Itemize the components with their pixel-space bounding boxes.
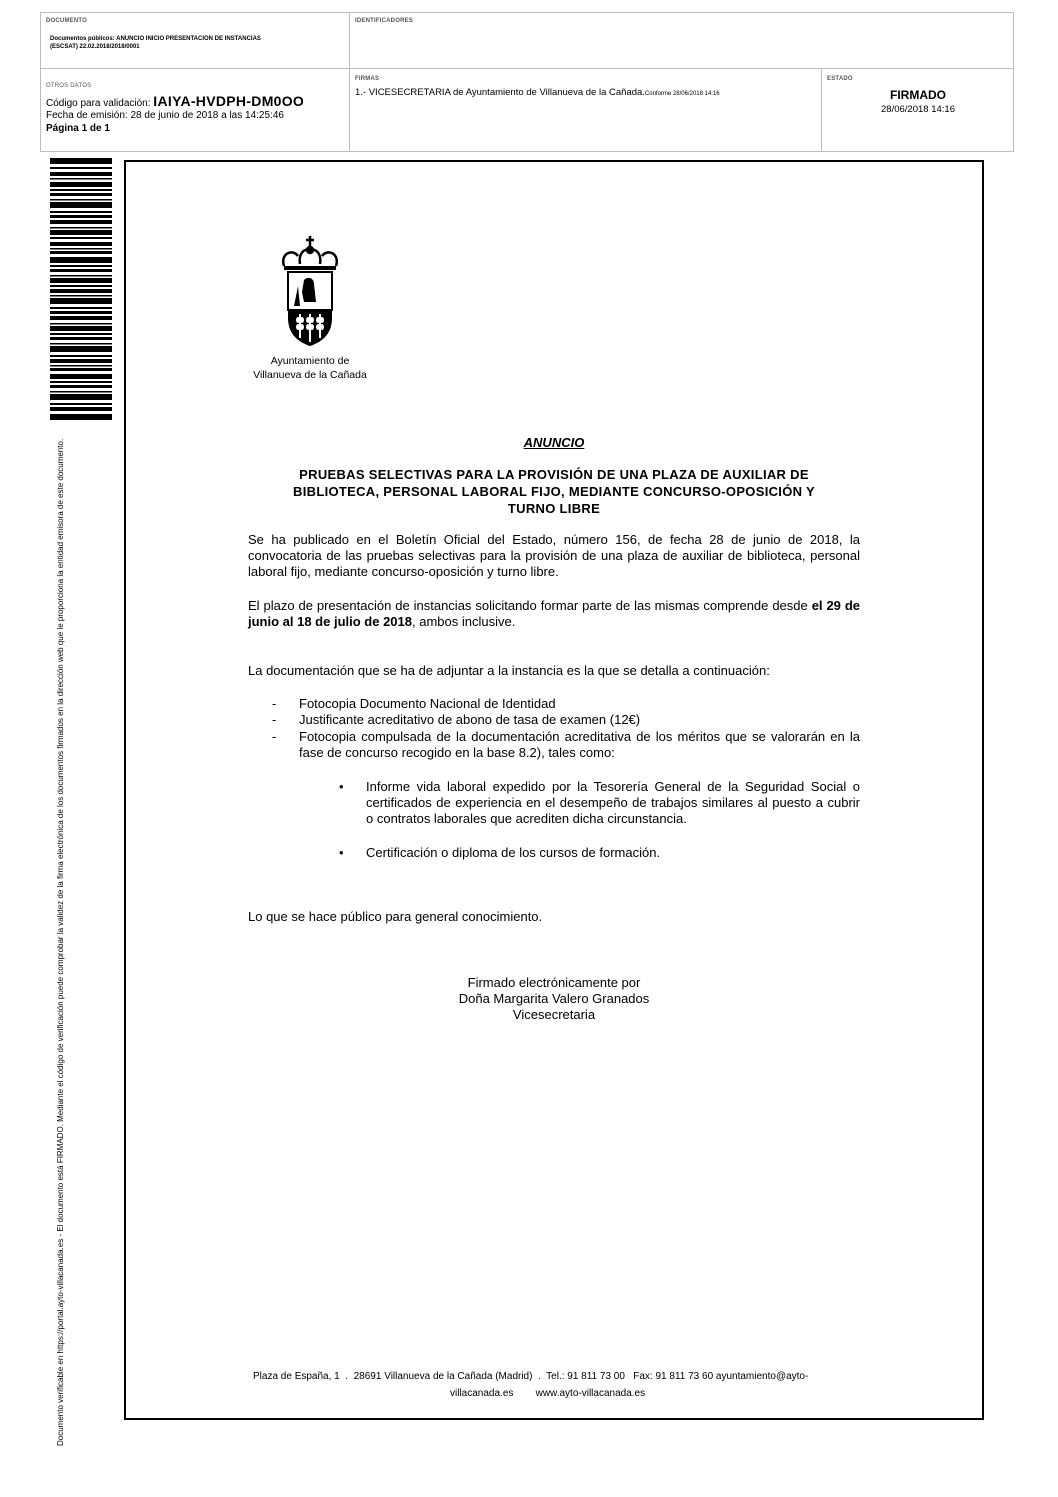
fecha-emision: Fecha de emisión: 28 de junio de 2018 a las 14:25:46 [46,110,284,121]
codigo-validacion [46,95,304,110]
list-marker: - [272,696,277,711]
logo-line-1: Ayuntamiento de [270,355,350,367]
footer-line-2: villacanada.es www.ayto-villacanada.es [450,1388,646,1399]
estado-value: FIRMADO [890,88,946,102]
signature-line-2: Doña Margarita Valero Granados [458,991,650,1006]
bullet-marker: • [339,845,344,860]
pagina: Página 1 de 1 [46,123,110,134]
paragraph-2-end: , ambos inclusive. [412,614,516,629]
estado-label: ESTADO [827,76,853,82]
title-line-3: TURNO LIBRE [507,501,601,516]
signature-line-3: Vicesecretaria [512,1007,596,1022]
paragraph-1: Se ha publicado en el Boletín Oficial del Estado, número 156, de fecha 28 de junio de 2018, la convocatoria de las pruebas selectivas para la provisión de una plaza de auxiliar de biblioteca, personal laboral fijo, mediante concurso-oposición y turno libre. [248,532,860,579]
firmas-box [349,68,822,152]
documento-text-1: Documentos públicos: ANUNCIO INICIO PRESENTACION DE INSTANCIAS [50,36,261,42]
list-marker: - [272,729,277,744]
codigo-prefix: Código para validación: [46,98,151,109]
firmas-label: FIRMAS [355,76,380,82]
list-item: Justificante acreditativo de abono de tasa de examen (12€) [299,712,641,727]
anuncio-heading: ANUNCIO [523,435,585,450]
list-item: Fotocopia compulsada de la documentación acreditativa de los méritos que se valorarán en la fase de concurso recogido en la base 8.2), tales como: [299,729,860,760]
sublist-item: Informe vida laboral expedido por la Tesorería General de la Seguridad Social o certificados de experiencia en el desempeño de trabajos similares al puesto a cubrir o contratos laborales que acrediten dicha circunstancia. [366,779,860,826]
paragraph-2-start: El plazo de presentación de instancias solicitando formar parte de las mismas comprende desde [248,598,808,613]
firma-text [355,87,720,100]
list-marker: - [272,712,277,727]
verification-side-text: Documento verificable en https://portal.ayto-villacanada.es - El documento está FIRMADO. Mediante el código de verificación puede comprobar la validez de la firma electrónica de los documentos firmados en la dirección web que le proporciona la entidad emisora de este documento. [56,438,65,1446]
barcode [50,158,112,420]
identificadores-box [349,12,1014,69]
title-line-1: PRUEBAS SELECTIVAS PARA LA PROVISIÓN DE UNA PLAZA DE AUXILIAR DE [299,467,809,482]
identificadores-label: IDENTIFICADORES [355,18,414,24]
bullet-marker: • [339,779,344,794]
estado-date: 28/06/2018 14:16 [881,104,955,115]
documento-text-2: (ESCSAT) 22.02.2018/2018/0001 [50,44,140,50]
sublist-item: Certificación o diploma de los cursos de formación. [366,845,661,860]
firma-conforme: Conforme 28/06/2018 14:16 [644,91,720,97]
logo-line-2: Villanueva de la Cañada [253,369,367,381]
documento-label: DOCUMENTO [46,18,88,24]
signature-line-1: Firmado electrónicamente por [467,975,641,990]
closing-text: Lo que se hace público para general conocimiento. [248,909,543,924]
footer-line-1: Plaza de España, 1 . 28691 Villanueva de la Cañada (Madrid) . Tel.: 91 811 73 00 Fax: 91 811 73 60 ayuntamiento@ayto- [253,1371,809,1382]
firma-signer: 1.- VICESECRETARIA de Ayuntamiento de Villanueva de la Cañada. [355,87,645,98]
otros-datos-label: OTROS DATOS [46,83,92,89]
paragraph-2-dates: el 29 de junio al 18 de julio de 2018 [248,598,861,629]
list-item: Fotocopia Documento Nacional de Identidad [299,696,556,711]
paragraph-2 [248,598,860,630]
title-line-2: BIBLIOTECA, PERSONAL LABORAL FIJO, MEDIANTE CONCURSO-OPOSICIÓN Y [293,484,815,499]
coat-of-arms-logo [274,236,346,348]
codigo-value: IAIYA-HVDPH-DM0OO [153,93,305,109]
paragraph-3: La documentación que se ha de adjuntar a la instancia es la que se detalla a continuación: [248,663,770,678]
